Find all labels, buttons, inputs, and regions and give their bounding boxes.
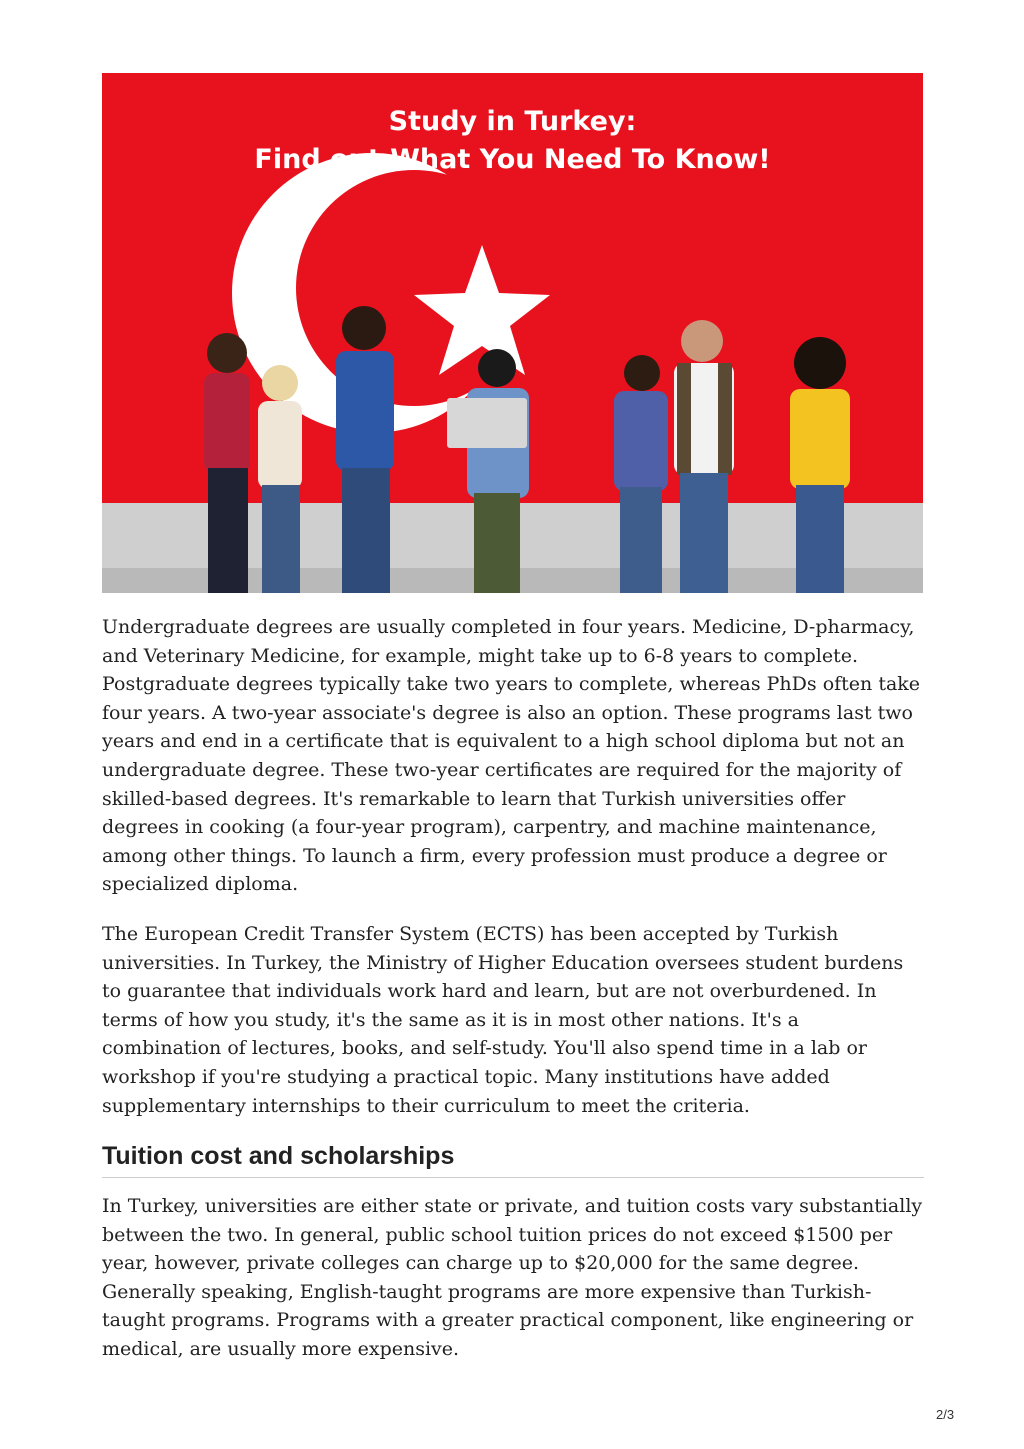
paragraph-ects: The European Credit Transfer System (ECTS) has been accepted by Turkish universities. In Turkey, the Ministry of Higher Education oversees student burdens to guarantee that individuals work hard and learn, but are not overburdened. In terms of how you study, it's the same as it is in most other nations. It's a combination of lectures, books, and self-study. You'll also spend time in a lab or workshop if you're studying a practical topic. Many institutions have added supplementary internships to their curriculum to meet the criteria. bbox=[102, 922, 904, 1117]
article-body bbox=[102, 613, 924, 1385]
hero-title-line2: Find out What You Need To Know! bbox=[254, 144, 771, 175]
hero-title-line1: Study in Turkey: bbox=[388, 106, 637, 137]
paragraph-tuition: In Turkey, universities are either state or private, and tuition costs vary substantially between the two. In general, public school tuition prices do not exceed $1500 per year, however, private colleges can charge up to $20,000 for the same degree. Generally speaking, English-taught programs are more expensive than Turkish-taught programs. Programs with a greater practical component, like engineering or medical, are usually more expensive. bbox=[102, 1195, 923, 1361]
hero-title bbox=[102, 103, 923, 179]
page-number: 2/3 bbox=[936, 1407, 955, 1422]
hero-image bbox=[102, 73, 923, 593]
section-heading-tuition: Tuition cost and scholarships bbox=[102, 1141, 924, 1178]
paragraph-degrees: Undergraduate degrees are usually completed in four years. Medicine, D-pharmacy, and Veterinary Medicine, for example, might take up to 6-8 years to complete. Postgraduate degrees typically take two years to complete, whereas PhDs often take four years. A two-year associate's degree is also an option. These programs last two years and end in a certificate that is equivalent to a high school diploma but not an undergraduate degree. These two-year certificates are required for the majority of skilled-based degrees. It's remarkable to learn that Turkish universities offer degrees in cooking (a four-year program), carpentry, and machine maintenance, among other things. To launch a firm, every profession must produce a degree or specialized diploma. bbox=[102, 616, 921, 896]
